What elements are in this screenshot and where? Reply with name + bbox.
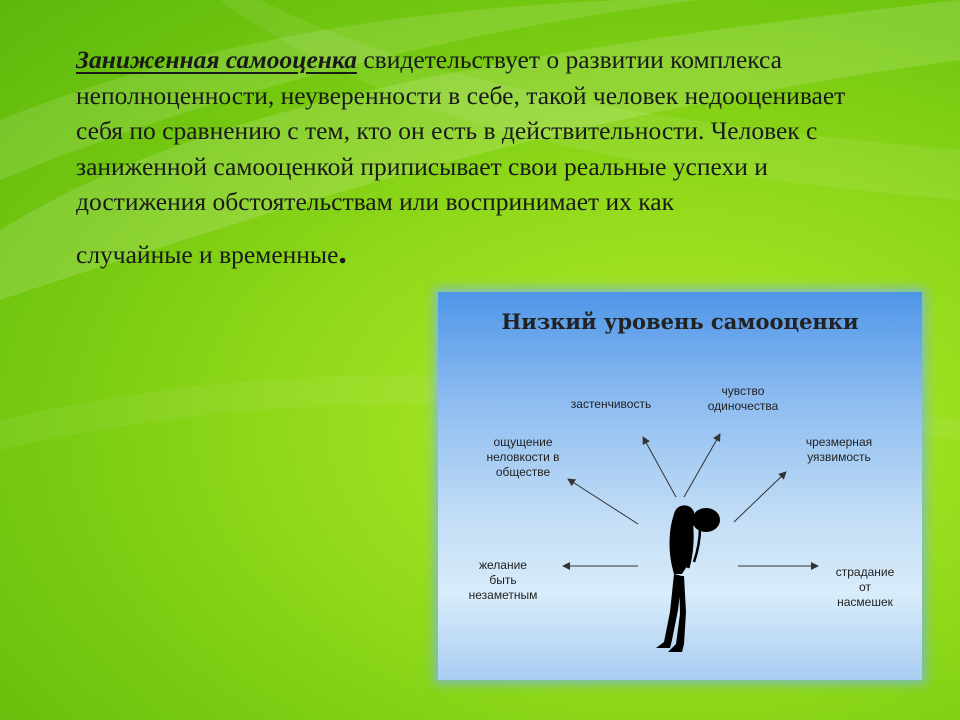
paragraph-last-line: случайные и временные: [76, 239, 339, 269]
label-loneliness: чувство одиночества: [707, 384, 779, 413]
arrow-awkwardness: [568, 479, 638, 524]
label-shyness: застенчивость: [570, 397, 652, 411]
arrow-loneliness: [684, 434, 720, 497]
label-mockery: страдание от насмешек: [835, 565, 895, 609]
lead-phrase: Заниженная самооценка: [76, 45, 357, 74]
diagram-graphics: [438, 292, 922, 680]
arrow-vulnerability: [734, 472, 786, 522]
slumped-person-icon: [656, 505, 720, 652]
label-vulnerability: чрезмерная уязвимость: [805, 435, 873, 464]
label-awkwardness: ощущение неловкости в обществе: [486, 435, 560, 479]
diagram-title: Низкий уровень самооценки: [501, 309, 859, 334]
main-paragraph: [76, 42, 876, 272]
label-invisible: желание быть незаметным: [468, 558, 538, 602]
paragraph-body: свидетельствует о развитии комплекса неполноценности, неуверенности в себе, такой человек недооценивает себя по сравнению с тем, кто он есть в действительности. Человек с заниженной самооценкой приписывает свои реальные успехи и достижения обстоятельствам или воспринимает их как: [76, 45, 846, 216]
arrow-shyness: [643, 437, 676, 497]
paragraph-end-dot: .: [338, 233, 347, 271]
low-self-esteem-diagram: [438, 292, 922, 680]
